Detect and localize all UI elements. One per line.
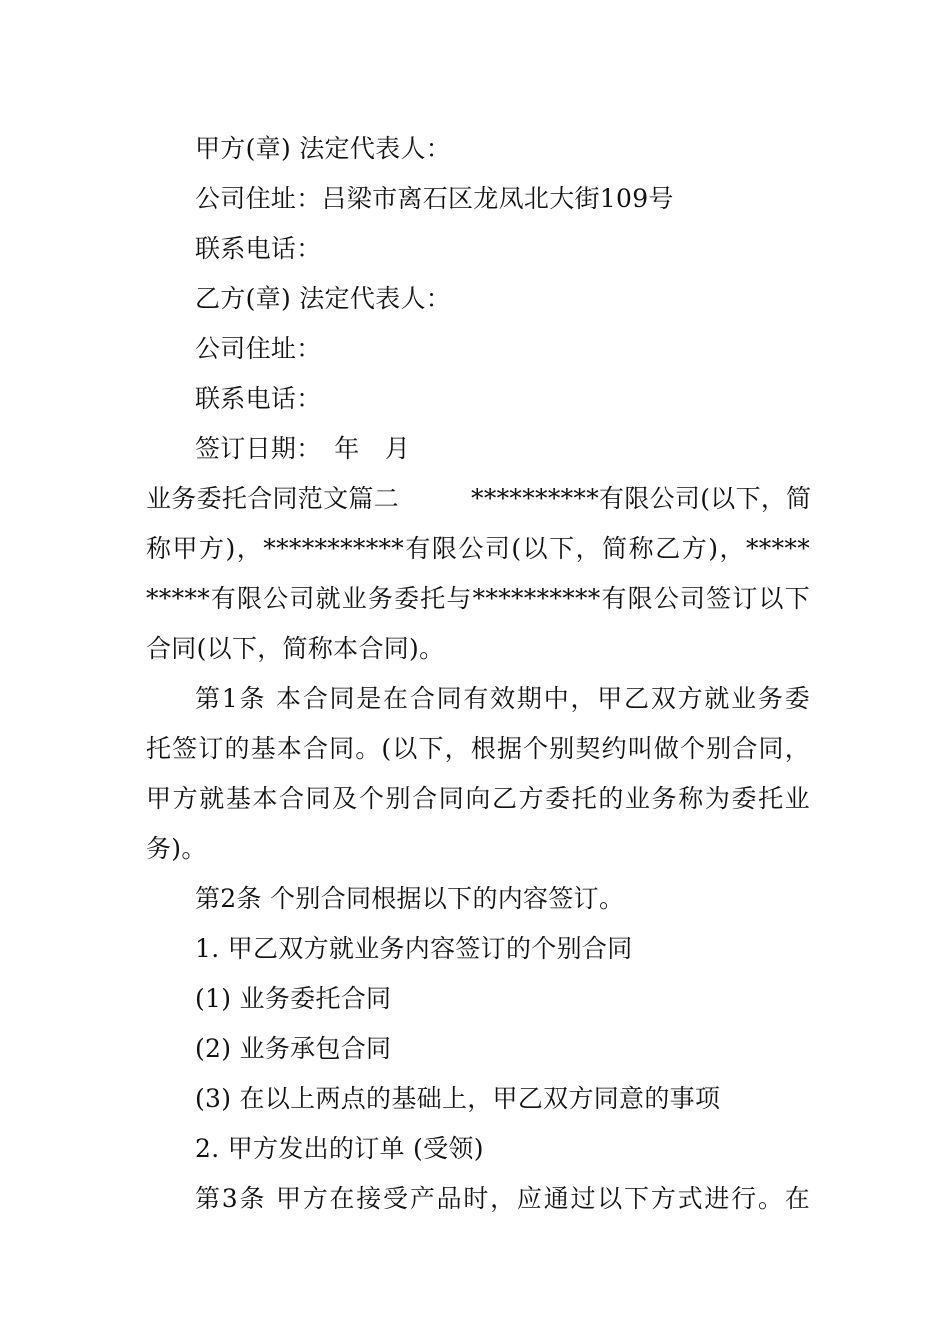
party-b-phone-line: 联系电话： <box>195 384 322 413</box>
section-two-intro-line-2: 称甲方)，***********有限公司(以下，简称乙方)，***** <box>146 534 810 563</box>
article-2-item-2: 2. 甲方发出的订单 (受领) <box>195 1134 484 1163</box>
section-two-intro-line-3: *****有限公司就业务委托与**********有限公司签订以下 <box>146 584 810 613</box>
article-2-item-1-2: (2) 业务承包合同 <box>195 1034 392 1063</box>
article-2-item-1: 1. 甲乙双方就业务内容签订的个别合同 <box>195 934 633 963</box>
article-3-line-1: 第3条 甲方在接受产品时，应通过以下方式进行。在 <box>195 1184 810 1213</box>
sign-date-line: 签订日期： 年 月 <box>195 434 411 463</box>
article-2-item-1-1: (1) 业务委托合同 <box>195 984 392 1013</box>
section-two-intro-start: **********有限公司(以下，简 <box>471 484 812 513</box>
section-two-intro-line-4: 合同(以下，简称本合同)。 <box>146 634 445 663</box>
article-2-line-1: 第2条 个别合同根据以下的内容签订。 <box>195 884 625 913</box>
article-2-item-1-3: (3) 在以上两点的基础上，甲乙双方同意的事项 <box>195 1084 721 1113</box>
article-1-line-3: 甲方就基本合同及个别合同向乙方委托的业务称为委托业 <box>146 784 810 813</box>
section-two-intro-line-1 <box>146 474 810 524</box>
party-b-address-line: 公司住址： <box>195 334 322 363</box>
article-1-line-1: 第1条 本合同是在合同有效期中，甲乙双方就业务委 <box>195 684 810 713</box>
party-a-phone-line: 联系电话： <box>195 234 322 263</box>
party-a-address-line: 公司住址：吕梁市离石区龙凤北大街109号 <box>195 184 674 213</box>
party-b-signature-line: 乙方(章) 法定代表人： <box>195 284 452 313</box>
section-two-heading: 业务委托合同范文篇二 <box>146 484 400 513</box>
party-a-signature-line: 甲方(章) 法定代表人： <box>195 134 452 163</box>
article-1-line-2: 托签订的基本合同。(以下，根据个别契约叫做个别合同， <box>146 734 810 763</box>
article-1-line-4: 务)。 <box>146 834 207 863</box>
